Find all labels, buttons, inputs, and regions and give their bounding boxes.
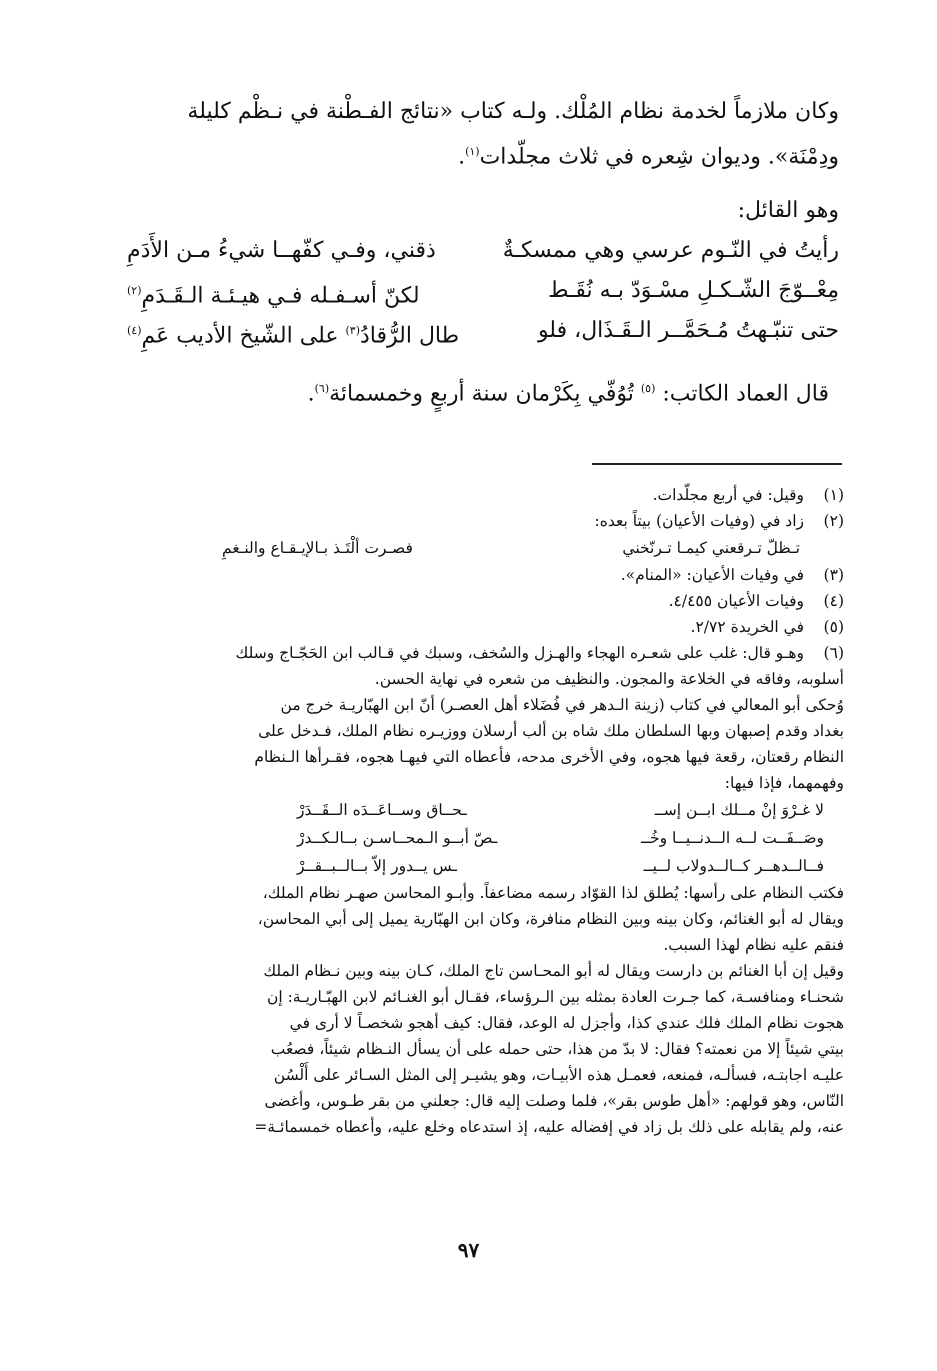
text-line: شحنـاء ومنافسـة، كما جـرت العادة بمثله بين الـرؤساء، فقـال أبو الغنـائم لابن الهبّـاريـة: إن — [266, 988, 844, 1006]
footnote-verse — [122, 534, 844, 562]
text-line: وقيل إن أبا الغنائم بن دارست ويقال له أبو المحـاسن تاج الملك، كـان بينه وبين نـظام الملك — [263, 962, 844, 980]
footnote-text: وهـو قال: غلب على شعـره الهجاء والهـزل والسُخف، وسبك في قـالب ابن الحَجّـاج وسلك — [235, 644, 804, 662]
verse-heading: وهو القائل: — [737, 198, 839, 224]
page-number: ٩٧ — [457, 1238, 480, 1262]
text-line: وكان ملازماً لخدمة نظام المُلْك. ولـه كتاب «نتائج الفـطْنة في نـظْم كليلة — [187, 99, 839, 124]
text-line: ويقال له أبو الغنائم، وكان بينه وبين النظام منافرة، وكان ابن الهبّارية يميل إلى أبي المحاسن، — [257, 910, 844, 928]
footnote-ref: (٣) — [345, 324, 360, 338]
footnote — [122, 482, 844, 508]
footnote-ref: (٤) — [127, 324, 142, 338]
poem — [127, 231, 839, 351]
text-line: عنه، ولم يقابله على ذلك بل زاد في إفضاله عليه، إذ استدعاه وخلع عليه، وأعطاه خمسمائـة= — [254, 1118, 844, 1136]
footnote-ref: (١) — [465, 145, 480, 158]
verse-hemistich-second: ـس يــدور إلاّ بــالــبــقــرْ — [297, 857, 457, 875]
footnote-text: وقيل: في أربع مجلّدات. — [652, 486, 804, 504]
footnote — [122, 614, 844, 640]
footnote-ref: (٢) — [127, 284, 142, 298]
footnote-number: (٦) — [823, 644, 844, 662]
text-fragment: على الشّيخ الأديب عَمِ — [141, 323, 346, 349]
verse-hemistich-first: رأيتُ في النّـوم عرسي وهي ممسكـةٌ — [502, 238, 839, 264]
text-line: عليـه اجابتـه، فسألـه، فمنعه، فعمـل هذه الأبيـات، وهو يشيـر إلى المثل السـائر على أَلْسُن — [273, 1066, 844, 1084]
text-line: هجوت نظام الملك فلك عندي كذا، وأجزل له الوعد، فقال: كيف أهجو شخصـاً لا أرى في — [289, 1014, 844, 1032]
footnote-continuation — [122, 880, 844, 958]
footnote-ref: (٥) — [640, 382, 656, 396]
verse-hemistich-first: مِعْــوّجَ الشّـكـلِ مسْـوَدّ بـه نُقَـط — [548, 278, 839, 304]
verse-line — [127, 271, 839, 311]
text-line: ودِمْنَة». وديوان شِعره في ثلاث مجلّدات$^{(١)}$. — [458, 144, 839, 170]
footnote-number: (١) — [823, 486, 844, 504]
verse-hemistich-first: وصَــفَــت لــه الــدنــيــا وخُــ — [640, 829, 824, 847]
main-text — [127, 92, 839, 415]
verse-hemistich-second: طال الرُّقادُ$^{(٣)}$ على الشّيخ الأديب عَمِ$^{(٤)}$ — [127, 323, 460, 349]
footnote-ref: (٦) — [314, 382, 330, 396]
text-line: النظام رقعتان، رقعة فيها هجوه، وفي الأخرى مدحه، فأعطاه التي فيهـا هجوه، فقـرأها الـنظام — [254, 748, 844, 766]
text-line: فكتب النظام على رأسها: يُطلق لذا القوّاد رسمه مضاعفاً. وأبـو المحاسن صهـر نظام الملك، — [262, 884, 844, 902]
text-line: بيتي شيئاً إلا من نعمته؟ فقال: لا بدّ من هذا، حتى حمله على أن يسأل النـظام شيئاً، فصعُب — [270, 1040, 844, 1058]
footnote-verse — [122, 796, 844, 824]
footnote — [122, 508, 844, 534]
text-line: وفهمهما، فإذا فيها: — [724, 774, 844, 792]
footnote-number: (٥) — [823, 618, 844, 636]
text-line: فنقم عليه نظام لهذا السبب. — [663, 936, 844, 954]
footnote-number: (٤) — [823, 592, 844, 610]
footnote-text: زاد في (وفيات الأعيان) بيتاً بعده: — [594, 512, 804, 530]
footnote-continuation — [122, 666, 844, 796]
verse-hemistich-first: حتى تنبّـهتُ مُـحَمَّــر الـقَـذَال، فلو — [537, 318, 839, 344]
footnote — [122, 640, 844, 666]
verse-hemistich-second: ـصّ أبــو الـمحــاسـن بــالـكــدرْ — [297, 829, 498, 847]
text-line: أسلوبه، وفاقه في الخلاعة والمجون. والنظيف من شعره في نهاية الحسن. — [374, 670, 844, 688]
verse-hemistich-first: لا غـرْوَ إنْ مــلك ابــن إســ — [654, 801, 824, 819]
footnote-number: (٣) — [823, 566, 844, 584]
verse-hemistich-second: لكنّ أسـفـله فـي هيـئـة الـقَـدَمِ$^{(٢)}$ — [127, 283, 420, 309]
footnote-verse — [122, 852, 844, 880]
footnote-verse — [122, 824, 844, 852]
paragraph-intro — [127, 92, 839, 177]
verse-hemistich-first: تـظلّ تـرقعني كيمـا تـرنّخني — [622, 539, 800, 557]
footnote-continuation — [122, 958, 844, 1140]
footnote-text: في وفيات الأعيان: «المنام». — [620, 566, 804, 584]
verse-hemistich-first: فــالــدهــر كــالــدولاب لــيــ — [643, 857, 824, 875]
footnote-text: في الخريدة ٢/٧٢. — [690, 618, 804, 636]
footnote — [122, 588, 844, 614]
footnote — [122, 562, 844, 588]
footnotes — [122, 482, 844, 1140]
verse-hemistich-second: فصـرت ألْتَـذ بـالإيـقـاع والنـغمِ — [222, 539, 413, 557]
verse-hemistich-second: ـحــاق وســاعَــدَه الــقَــدَرْ — [297, 801, 467, 819]
verse-line — [127, 231, 839, 271]
text-line: وُحكى أبو المعالي في كتاب (زينة الـدهر في فُضَلاء أهل العصـر) أنّ ابن الهبّاريـة خرج من — [280, 696, 844, 714]
paragraph-closing: قال العماد الكاتب: $^{(٥)}$ تُوُفّي بِكَرْمان سنة أربعٍ وخمسمائة$^{(٦)}$. — [307, 381, 829, 407]
text-line: النّاس، وهو قولهم: «أهل طوس بقر»، فلما وصلت إليه قال: جعلني من بقر طـوس، وأغضى — [264, 1092, 844, 1110]
footnote-poem — [122, 796, 844, 880]
footnote-separator — [592, 463, 842, 465]
verse-line — [127, 311, 839, 351]
text-fragment: تُوُفّي بِكَرْمان سنة أربعٍ وخمسمائة — [329, 381, 641, 407]
text-line: بغداد وقدم إصبهان وبها السلطان ملك شاه بن ألب أرسلان ووزيـره نظام الملك، فـدخل على — [258, 722, 844, 740]
footnote-text: وفيات الأعيان ٤/٤٥٥. — [668, 592, 804, 610]
footnote-number: (٢) — [823, 512, 844, 530]
verse-hemistich-second: ذقني، وفـي كفّهــا شيءُ مـن الأَدَمِ — [127, 238, 436, 264]
